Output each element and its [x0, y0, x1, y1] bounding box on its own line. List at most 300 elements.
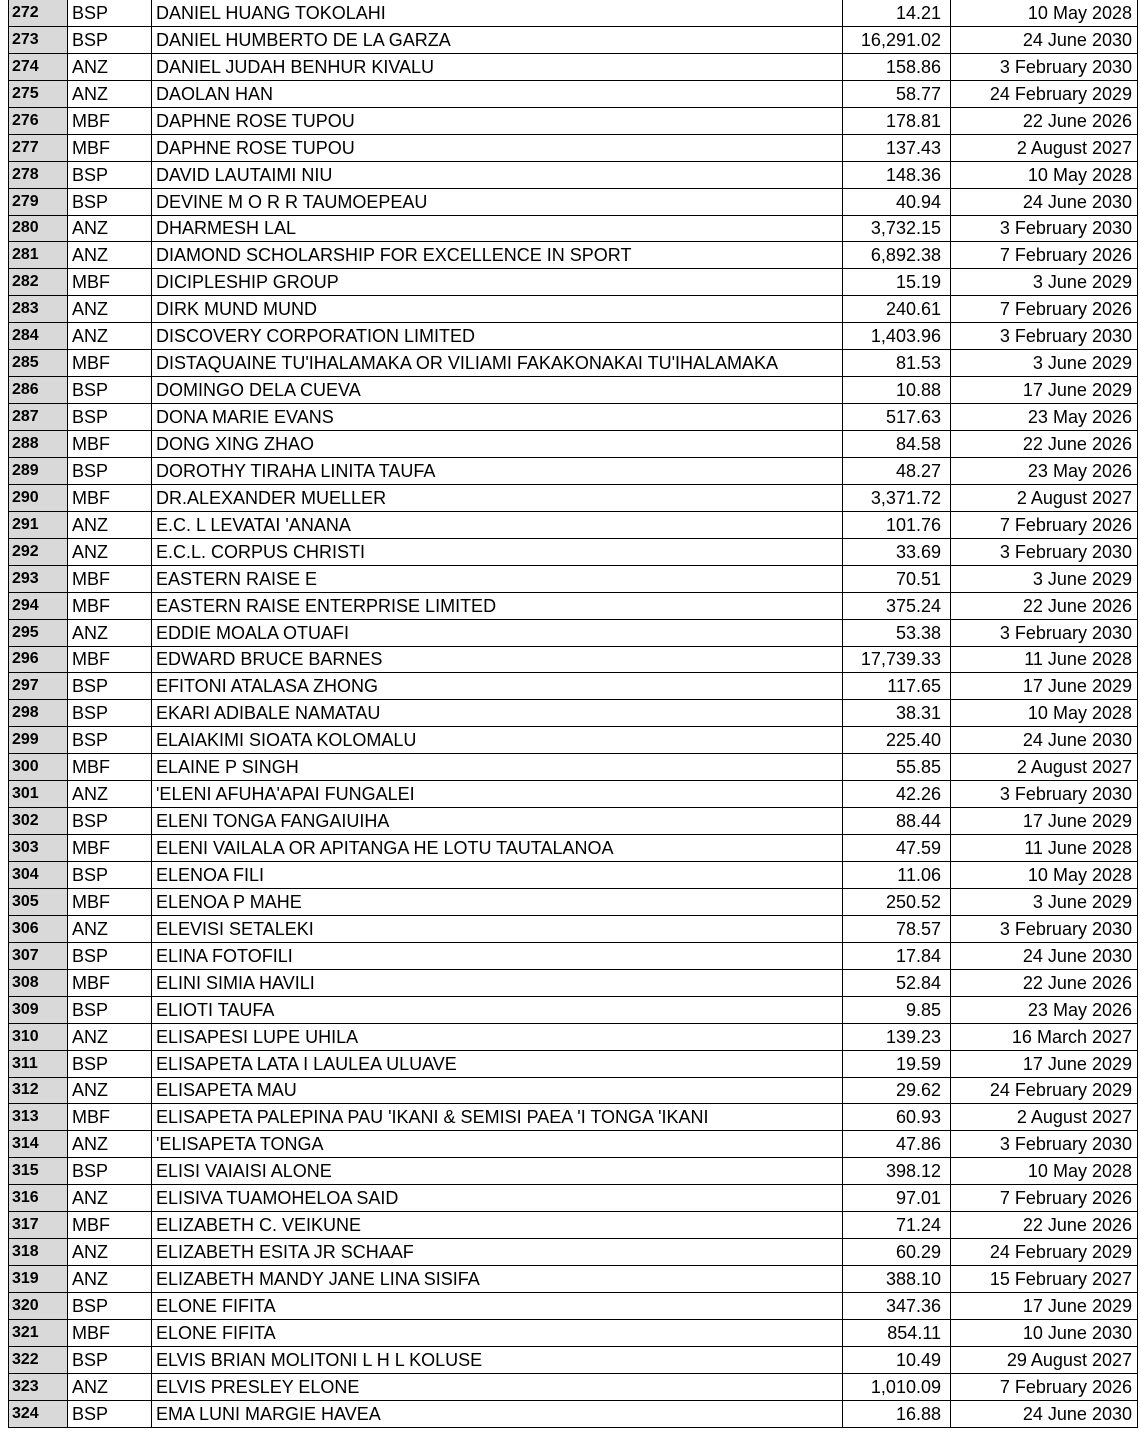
date-cell[interactable]: 3 June 2029: [951, 269, 1138, 296]
row-number-cell[interactable]: 283: [9, 296, 68, 323]
amount-cell[interactable]: 53.38: [843, 619, 951, 646]
table-row: [9, 1239, 1138, 1266]
bank-cell[interactable]: MBF: [68, 969, 152, 996]
amount-cell[interactable]: 101.76: [843, 511, 951, 538]
date-cell[interactable]: 22 June 2026: [951, 592, 1138, 619]
date-cell[interactable]: 3 June 2029: [951, 565, 1138, 592]
amount-cell[interactable]: 240.61: [843, 296, 951, 323]
table-row: [9, 404, 1138, 431]
account-name-cell[interactable]: DANIEL HUANG TOKOLAHI: [152, 0, 843, 26]
amount-cell[interactable]: 388.10: [843, 1266, 951, 1293]
amount-cell[interactable]: 225.40: [843, 727, 951, 754]
bank-cell[interactable]: BSP: [68, 1158, 152, 1185]
table-row: [9, 1293, 1138, 1320]
amount-cell[interactable]: 47.86: [843, 1131, 951, 1158]
date-cell[interactable]: 2 August 2027: [951, 1104, 1138, 1131]
account-name-cell[interactable]: E.C.L. CORPUS CHRISTI: [152, 538, 843, 565]
table-row: [9, 1077, 1138, 1104]
bank-cell[interactable]: MBF: [68, 646, 152, 673]
bank-cell[interactable]: ANZ: [68, 1373, 152, 1400]
table-row: [9, 53, 1138, 80]
date-cell[interactable]: 23 May 2026: [951, 404, 1138, 431]
row-number-cell[interactable]: 285: [9, 350, 68, 377]
bank-cell[interactable]: BSP: [68, 808, 152, 835]
amount-cell[interactable]: 42.26: [843, 781, 951, 808]
table-row: [9, 377, 1138, 404]
row-number-cell[interactable]: 303: [9, 835, 68, 862]
date-cell[interactable]: 10 June 2030: [951, 1319, 1138, 1346]
bank-cell[interactable]: ANZ: [68, 915, 152, 942]
row-number-cell[interactable]: 308: [9, 969, 68, 996]
date-cell[interactable]: 3 February 2030: [951, 1131, 1138, 1158]
row-number-cell[interactable]: 284: [9, 323, 68, 350]
row-number-cell[interactable]: 272: [9, 0, 68, 26]
date-cell[interactable]: 3 February 2030: [951, 781, 1138, 808]
date-cell[interactable]: 10 May 2028: [951, 700, 1138, 727]
row-number-cell[interactable]: 309: [9, 996, 68, 1023]
date-cell[interactable]: 24 February 2029: [951, 1239, 1138, 1266]
row-number-cell[interactable]: 315: [9, 1158, 68, 1185]
amount-cell[interactable]: 375.24: [843, 592, 951, 619]
row-number-cell[interactable]: 275: [9, 80, 68, 107]
account-name-cell[interactable]: DISTAQUAINE TU'IHALAMAKA OR VILIAMI FAKAKONAKAI TU'IHALAMAKA: [152, 350, 843, 377]
account-name-cell[interactable]: ELVIS BRIAN MOLITONI L H L KOLUSE: [152, 1346, 843, 1373]
table-row: [9, 888, 1138, 915]
table-row: [9, 269, 1138, 296]
date-cell[interactable]: 10 May 2028: [951, 1158, 1138, 1185]
amount-cell[interactable]: 148.36: [843, 161, 951, 188]
table-row: [9, 1400, 1138, 1427]
account-name-cell[interactable]: EFITONI ATALASA ZHONG: [152, 673, 843, 700]
account-name-cell[interactable]: ELENI VAILALA OR APITANGA HE LOTU TAUTALANOA: [152, 835, 843, 862]
bank-cell[interactable]: BSP: [68, 26, 152, 53]
account-name-cell[interactable]: DAVID LAUTAIMI NIU: [152, 161, 843, 188]
account-name-cell[interactable]: ELISI VAIAISI ALONE: [152, 1158, 843, 1185]
date-cell[interactable]: 24 June 2030: [951, 26, 1138, 53]
bank-cell[interactable]: BSP: [68, 457, 152, 484]
bank-cell[interactable]: MBF: [68, 107, 152, 134]
row-number-cell[interactable]: 318: [9, 1239, 68, 1266]
amount-cell[interactable]: 1,403.96: [843, 323, 951, 350]
bank-cell[interactable]: MBF: [68, 134, 152, 161]
account-name-cell[interactable]: EMA LUNI MARGIE HAVEA: [152, 1400, 843, 1427]
bank-cell[interactable]: ANZ: [68, 53, 152, 80]
bank-cell[interactable]: ANZ: [68, 538, 152, 565]
date-cell[interactable]: 7 February 2026: [951, 242, 1138, 269]
amount-cell[interactable]: 40.94: [843, 188, 951, 215]
bank-cell[interactable]: MBF: [68, 1104, 152, 1131]
bank-cell[interactable]: ANZ: [68, 619, 152, 646]
bank-cell[interactable]: ANZ: [68, 1239, 152, 1266]
account-name-cell[interactable]: ELENI TONGA FANGAIUIHA: [152, 808, 843, 835]
account-name-cell[interactable]: E.C. L LEVATAI 'ANANA: [152, 511, 843, 538]
date-cell[interactable]: 24 June 2030: [951, 188, 1138, 215]
table-row: [9, 188, 1138, 215]
amount-cell[interactable]: 19.59: [843, 1050, 951, 1077]
amount-cell[interactable]: 70.51: [843, 565, 951, 592]
row-number-cell[interactable]: 294: [9, 592, 68, 619]
bank-cell[interactable]: BSP: [68, 188, 152, 215]
account-name-cell[interactable]: ELONE FIFITA: [152, 1293, 843, 1320]
amount-cell[interactable]: 347.36: [843, 1293, 951, 1320]
date-cell[interactable]: 22 June 2026: [951, 1212, 1138, 1239]
row-number-cell[interactable]: 313: [9, 1104, 68, 1131]
account-name-cell[interactable]: 'ELISAPETA TONGA: [152, 1131, 843, 1158]
bank-cell[interactable]: MBF: [68, 888, 152, 915]
account-name-cell[interactable]: DAPHNE ROSE TUPOU: [152, 107, 843, 134]
date-cell[interactable]: 7 February 2026: [951, 296, 1138, 323]
amount-cell[interactable]: 17.84: [843, 942, 951, 969]
amount-cell[interactable]: 81.53: [843, 350, 951, 377]
bank-cell[interactable]: BSP: [68, 1400, 152, 1427]
account-name-cell[interactable]: ELIOTI TAUFA: [152, 996, 843, 1023]
date-cell[interactable]: 17 June 2029: [951, 808, 1138, 835]
bank-cell[interactable]: MBF: [68, 1319, 152, 1346]
row-number-cell[interactable]: 276: [9, 107, 68, 134]
bank-cell[interactable]: BSP: [68, 1346, 152, 1373]
account-name-cell[interactable]: DHARMESH LAL: [152, 215, 843, 242]
row-number-cell[interactable]: 302: [9, 808, 68, 835]
date-cell[interactable]: 3 June 2029: [951, 888, 1138, 915]
date-cell[interactable]: 7 February 2026: [951, 1185, 1138, 1212]
account-name-cell[interactable]: EKARI ADIBALE NAMATAU: [152, 700, 843, 727]
amount-cell[interactable]: 6,892.38: [843, 242, 951, 269]
row-number-cell[interactable]: 307: [9, 942, 68, 969]
date-cell[interactable]: 17 June 2029: [951, 673, 1138, 700]
bank-cell[interactable]: ANZ: [68, 80, 152, 107]
row-number-cell[interactable]: 311: [9, 1050, 68, 1077]
account-name-cell[interactable]: ELAINE P SINGH: [152, 754, 843, 781]
account-name-cell[interactable]: DIAMOND SCHOLARSHIP FOR EXCELLENCE IN SPORT: [152, 242, 843, 269]
table-row: [9, 835, 1138, 862]
row-number-cell[interactable]: 288: [9, 431, 68, 458]
amount-cell[interactable]: 158.86: [843, 53, 951, 80]
account-name-cell[interactable]: ELIZABETH C. VEIKUNE: [152, 1212, 843, 1239]
bank-cell[interactable]: BSP: [68, 161, 152, 188]
amount-cell[interactable]: 398.12: [843, 1158, 951, 1185]
bank-cell[interactable]: ANZ: [68, 1131, 152, 1158]
bank-cell[interactable]: BSP: [68, 996, 152, 1023]
date-cell[interactable]: 24 February 2029: [951, 1077, 1138, 1104]
bank-cell[interactable]: ANZ: [68, 296, 152, 323]
amount-cell[interactable]: 33.69: [843, 538, 951, 565]
table-row: [9, 242, 1138, 269]
date-cell[interactable]: 2 August 2027: [951, 134, 1138, 161]
date-cell[interactable]: 3 February 2030: [951, 323, 1138, 350]
row-number-cell[interactable]: 310: [9, 1023, 68, 1050]
amount-cell[interactable]: 117.65: [843, 673, 951, 700]
table-row: [9, 26, 1138, 53]
bank-cell[interactable]: ANZ: [68, 1077, 152, 1104]
row-number-cell[interactable]: 314: [9, 1131, 68, 1158]
date-cell[interactable]: 24 June 2030: [951, 1400, 1138, 1427]
date-cell[interactable]: 24 February 2029: [951, 80, 1138, 107]
date-cell[interactable]: 22 June 2026: [951, 107, 1138, 134]
amount-cell[interactable]: 88.44: [843, 808, 951, 835]
amount-cell[interactable]: 78.57: [843, 915, 951, 942]
row-number-cell[interactable]: 306: [9, 915, 68, 942]
table-row: [9, 538, 1138, 565]
date-cell[interactable]: 22 June 2026: [951, 969, 1138, 996]
row-number-cell[interactable]: 274: [9, 53, 68, 80]
bank-cell[interactable]: MBF: [68, 431, 152, 458]
account-name-cell[interactable]: DISCOVERY CORPORATION LIMITED: [152, 323, 843, 350]
account-name-cell[interactable]: DANIEL JUDAH BENHUR KIVALU: [152, 53, 843, 80]
table-row: [9, 296, 1138, 323]
table-row: [9, 1050, 1138, 1077]
account-name-cell[interactable]: EASTERN RAISE ENTERPRISE LIMITED: [152, 592, 843, 619]
amount-cell[interactable]: 854.11: [843, 1319, 951, 1346]
date-cell[interactable]: 17 June 2029: [951, 1050, 1138, 1077]
date-cell[interactable]: 7 February 2026: [951, 1373, 1138, 1400]
account-name-cell[interactable]: DONA MARIE EVANS: [152, 404, 843, 431]
row-number-cell[interactable]: 321: [9, 1319, 68, 1346]
date-cell[interactable]: 22 June 2026: [951, 431, 1138, 458]
bank-cell[interactable]: ANZ: [68, 781, 152, 808]
amount-cell[interactable]: 3,732.15: [843, 215, 951, 242]
account-name-cell[interactable]: ELAIAKIMI SIOATA KOLOMALU: [152, 727, 843, 754]
row-number-cell[interactable]: 323: [9, 1373, 68, 1400]
account-name-cell[interactable]: ELEVISI SETALEKI: [152, 915, 843, 942]
amount-cell[interactable]: 10.88: [843, 377, 951, 404]
date-cell[interactable]: 17 June 2029: [951, 1293, 1138, 1320]
amount-cell[interactable]: 60.93: [843, 1104, 951, 1131]
row-number-cell[interactable]: 322: [9, 1346, 68, 1373]
row-number-cell[interactable]: 298: [9, 700, 68, 727]
date-cell[interactable]: 3 February 2030: [951, 619, 1138, 646]
table-row: [9, 565, 1138, 592]
row-number-cell[interactable]: 291: [9, 511, 68, 538]
date-cell[interactable]: 10 May 2028: [951, 862, 1138, 889]
table-row: [9, 215, 1138, 242]
bank-cell[interactable]: MBF: [68, 835, 152, 862]
date-cell[interactable]: 24 June 2030: [951, 942, 1138, 969]
bank-cell[interactable]: BSP: [68, 862, 152, 889]
table-row: [9, 484, 1138, 511]
date-cell[interactable]: 11 June 2028: [951, 646, 1138, 673]
table-row: [9, 969, 1138, 996]
row-number-cell[interactable]: 304: [9, 862, 68, 889]
account-name-cell[interactable]: EDWARD BRUCE BARNES: [152, 646, 843, 673]
amount-cell[interactable]: 29.62: [843, 1077, 951, 1104]
bank-cell[interactable]: BSP: [68, 1050, 152, 1077]
amount-cell[interactable]: 58.77: [843, 80, 951, 107]
table-row: [9, 511, 1138, 538]
row-number-cell[interactable]: 286: [9, 377, 68, 404]
date-cell[interactable]: 3 June 2029: [951, 350, 1138, 377]
account-name-cell[interactable]: DOROTHY TIRAHA LINITA TAUFA: [152, 457, 843, 484]
account-name-cell[interactable]: DANIEL HUMBERTO DE LA GARZA: [152, 26, 843, 53]
row-number-cell[interactable]: 319: [9, 1266, 68, 1293]
date-cell[interactable]: 3 February 2030: [951, 215, 1138, 242]
row-number-cell[interactable]: 287: [9, 404, 68, 431]
amount-cell[interactable]: 139.23: [843, 1023, 951, 1050]
bank-cell[interactable]: BSP: [68, 404, 152, 431]
bank-cell[interactable]: MBF: [68, 592, 152, 619]
amount-cell[interactable]: 14.21: [843, 0, 951, 26]
amount-cell[interactable]: 15.19: [843, 269, 951, 296]
table-row: [9, 80, 1138, 107]
row-number-cell[interactable]: 305: [9, 888, 68, 915]
amount-cell[interactable]: 1,010.09: [843, 1373, 951, 1400]
amount-cell[interactable]: 38.31: [843, 700, 951, 727]
row-number-cell[interactable]: 316: [9, 1185, 68, 1212]
row-number-cell[interactable]: 300: [9, 754, 68, 781]
amount-cell[interactable]: 11.06: [843, 862, 951, 889]
table-row: [9, 996, 1138, 1023]
account-name-cell[interactable]: DR.ALEXANDER MUELLER: [152, 484, 843, 511]
account-name-cell[interactable]: EASTERN RAISE E: [152, 565, 843, 592]
amount-cell[interactable]: 48.27: [843, 457, 951, 484]
date-cell[interactable]: 16 March 2027: [951, 1023, 1138, 1050]
row-number-cell[interactable]: 324: [9, 1400, 68, 1427]
account-name-cell[interactable]: ELENOA FILI: [152, 862, 843, 889]
account-name-cell[interactable]: ELINA FOTOFILI: [152, 942, 843, 969]
account-name-cell[interactable]: ELISIVA TUAMOHELOA SAID: [152, 1185, 843, 1212]
bank-cell[interactable]: BSP: [68, 727, 152, 754]
date-cell[interactable]: 3 February 2030: [951, 915, 1138, 942]
row-number-cell[interactable]: 301: [9, 781, 68, 808]
row-number-cell[interactable]: 282: [9, 269, 68, 296]
amount-cell[interactable]: 137.43: [843, 134, 951, 161]
date-cell[interactable]: 7 February 2026: [951, 511, 1138, 538]
amount-cell[interactable]: 10.49: [843, 1346, 951, 1373]
table-row: [9, 1131, 1138, 1158]
row-number-cell[interactable]: 290: [9, 484, 68, 511]
table-row: [9, 1158, 1138, 1185]
table-row: [9, 700, 1138, 727]
account-name-cell[interactable]: DEVINE M O R R TAUMOEPEAU: [152, 188, 843, 215]
date-cell[interactable]: 29 August 2027: [951, 1346, 1138, 1373]
date-cell[interactable]: 3 February 2030: [951, 53, 1138, 80]
row-number-cell[interactable]: 292: [9, 538, 68, 565]
amount-cell[interactable]: 52.84: [843, 969, 951, 996]
date-cell[interactable]: 17 June 2029: [951, 377, 1138, 404]
bank-cell[interactable]: BSP: [68, 673, 152, 700]
date-cell[interactable]: 11 June 2028: [951, 835, 1138, 862]
bank-cell[interactable]: MBF: [68, 484, 152, 511]
date-cell[interactable]: 23 May 2026: [951, 457, 1138, 484]
bank-cell[interactable]: ANZ: [68, 1023, 152, 1050]
row-number-cell[interactable]: 278: [9, 161, 68, 188]
amount-cell[interactable]: 55.85: [843, 754, 951, 781]
account-name-cell[interactable]: ELIZABETH ESITA JR SCHAAF: [152, 1239, 843, 1266]
account-name-cell[interactable]: ELISAPETA LATA I LAULEA ULUAVE: [152, 1050, 843, 1077]
row-number-cell[interactable]: 273: [9, 26, 68, 53]
row-number-cell[interactable]: 281: [9, 242, 68, 269]
amount-cell[interactable]: 16.88: [843, 1400, 951, 1427]
bank-cell[interactable]: BSP: [68, 0, 152, 26]
account-name-cell[interactable]: DAPHNE ROSE TUPOU: [152, 134, 843, 161]
amount-cell[interactable]: 71.24: [843, 1212, 951, 1239]
account-name-cell[interactable]: ELISAPESI LUPE UHILA: [152, 1023, 843, 1050]
account-name-cell[interactable]: ELENOA P MAHE: [152, 888, 843, 915]
account-name-cell[interactable]: DAOLAN HAN: [152, 80, 843, 107]
row-number-cell[interactable]: 280: [9, 215, 68, 242]
table-row: [9, 107, 1138, 134]
amount-cell[interactable]: 250.52: [843, 888, 951, 915]
bank-cell[interactable]: ANZ: [68, 242, 152, 269]
account-name-cell[interactable]: DIRK MUND MUND: [152, 296, 843, 323]
bank-cell[interactable]: ANZ: [68, 511, 152, 538]
account-name-cell[interactable]: ELINI SIMIA HAVILI: [152, 969, 843, 996]
bank-cell[interactable]: MBF: [68, 565, 152, 592]
amount-cell[interactable]: 3,371.72: [843, 484, 951, 511]
bank-cell[interactable]: ANZ: [68, 215, 152, 242]
bank-cell[interactable]: MBF: [68, 269, 152, 296]
amount-cell[interactable]: 17,739.33: [843, 646, 951, 673]
bank-cell[interactable]: MBF: [68, 754, 152, 781]
row-number-cell[interactable]: 295: [9, 619, 68, 646]
account-name-cell[interactable]: DONG XING ZHAO: [152, 431, 843, 458]
amount-cell[interactable]: 97.01: [843, 1185, 951, 1212]
table-row: [9, 1212, 1138, 1239]
bank-cell[interactable]: MBF: [68, 1212, 152, 1239]
row-number-cell[interactable]: 320: [9, 1293, 68, 1320]
bank-cell[interactable]: BSP: [68, 1293, 152, 1320]
account-name-cell[interactable]: ELISAPETA PALEPINA PAU 'IKANI & SEMISI PAEA 'I TONGA 'IKANI: [152, 1104, 843, 1131]
row-number-cell[interactable]: 299: [9, 727, 68, 754]
bank-cell[interactable]: MBF: [68, 350, 152, 377]
row-number-cell[interactable]: 312: [9, 1077, 68, 1104]
unclaimed-funds-table: [8, 0, 1138, 1428]
date-cell[interactable]: 2 August 2027: [951, 484, 1138, 511]
table-row: [9, 862, 1138, 889]
table-row: [9, 1373, 1138, 1400]
date-cell[interactable]: 15 February 2027: [951, 1266, 1138, 1293]
account-name-cell[interactable]: ELONE FIFITA: [152, 1319, 843, 1346]
bank-cell[interactable]: BSP: [68, 700, 152, 727]
date-cell[interactable]: 24 June 2030: [951, 727, 1138, 754]
account-name-cell[interactable]: 'ELENI AFUHA'APAI FUNGALEI: [152, 781, 843, 808]
amount-cell[interactable]: 47.59: [843, 835, 951, 862]
date-cell[interactable]: 10 May 2028: [951, 161, 1138, 188]
bank-cell[interactable]: ANZ: [68, 1185, 152, 1212]
row-number-cell[interactable]: 296: [9, 646, 68, 673]
row-number-cell[interactable]: 317: [9, 1212, 68, 1239]
account-name-cell[interactable]: DOMINGO DELA CUEVA: [152, 377, 843, 404]
table-row: [9, 431, 1138, 458]
date-cell[interactable]: 10 May 2028: [951, 0, 1138, 26]
account-name-cell[interactable]: DICIPLESHIP GROUP: [152, 269, 843, 296]
row-number-cell[interactable]: 297: [9, 673, 68, 700]
amount-cell[interactable]: 84.58: [843, 431, 951, 458]
row-number-cell[interactable]: 293: [9, 565, 68, 592]
row-number-cell[interactable]: 279: [9, 188, 68, 215]
amount-cell[interactable]: 16,291.02: [843, 26, 951, 53]
account-name-cell[interactable]: EDDIE MOALA OTUAFI: [152, 619, 843, 646]
table-row: [9, 619, 1138, 646]
account-name-cell[interactable]: ELIZABETH MANDY JANE LINA SISIFA: [152, 1266, 843, 1293]
date-cell[interactable]: 2 August 2027: [951, 754, 1138, 781]
bank-cell[interactable]: BSP: [68, 377, 152, 404]
bank-cell[interactable]: BSP: [68, 942, 152, 969]
table-row: [9, 323, 1138, 350]
amount-cell[interactable]: 60.29: [843, 1239, 951, 1266]
table-row: [9, 161, 1138, 188]
bank-cell[interactable]: ANZ: [68, 323, 152, 350]
row-number-cell[interactable]: 277: [9, 134, 68, 161]
date-cell[interactable]: 23 May 2026: [951, 996, 1138, 1023]
account-name-cell[interactable]: ELVIS PRESLEY ELONE: [152, 1373, 843, 1400]
account-name-cell[interactable]: ELISAPETA MAU: [152, 1077, 843, 1104]
row-number-cell[interactable]: 289: [9, 457, 68, 484]
amount-cell[interactable]: 9.85: [843, 996, 951, 1023]
bank-cell[interactable]: ANZ: [68, 1266, 152, 1293]
amount-cell[interactable]: 178.81: [843, 107, 951, 134]
date-cell[interactable]: 3 February 2030: [951, 538, 1138, 565]
amount-cell[interactable]: 517.63: [843, 404, 951, 431]
